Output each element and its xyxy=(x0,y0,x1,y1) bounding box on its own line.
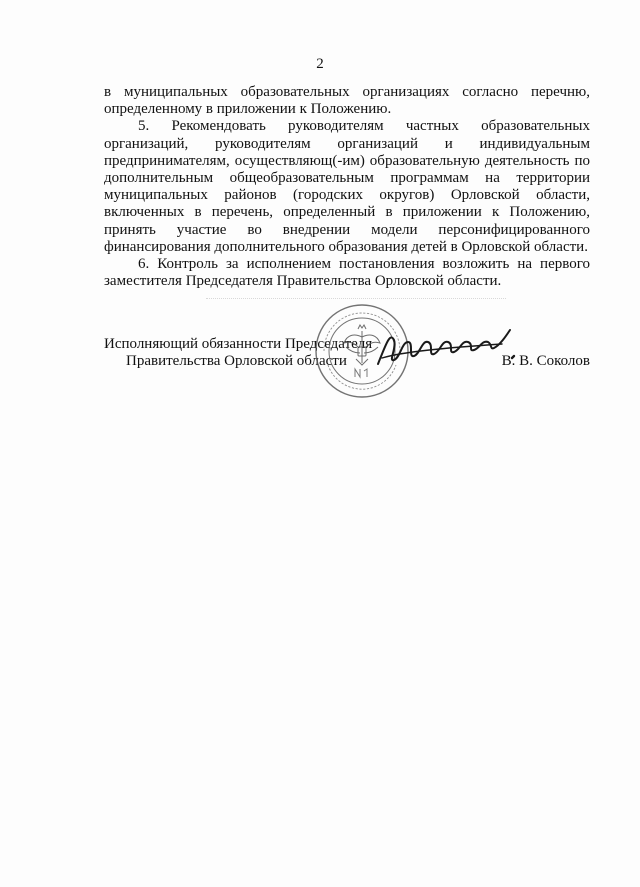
paragraph-item-5: 5. Рекомендовать руководителям частных образовательных организаций, руководителям организаций и индивидуальным предпринимателям, осуществляющ(-им) образовательную деятельность по дополнительным общеобразовательным программам на территории муниципальных районов (городских округов) Орловской области, включенных в перечень, определенный в приложении к Положению, принять участие во внедрении модели персонифицированного финансирования дополнительного образования детей в Орловской области. xyxy=(104,118,590,255)
scan-artifact-line xyxy=(206,298,506,299)
page-number: 2 xyxy=(316,56,324,72)
paragraph-item-6: 6. Контроль за исполнением постановления возложить на первого заместителя Председателя Правительства Орловской области. xyxy=(104,256,590,290)
document-body xyxy=(104,84,590,290)
handwritten-signature xyxy=(372,318,522,380)
signatory-position-line2: Правительства Орловской области xyxy=(126,353,347,369)
paragraph-continuation: в муниципальных образовательных организациях согласно перечню, определенному в приложении к Положению. xyxy=(104,84,590,118)
signatory-position-line1: Исполняющий обязанности Председателя xyxy=(104,336,373,352)
signatory-name: В. В. Соколов xyxy=(501,353,590,369)
